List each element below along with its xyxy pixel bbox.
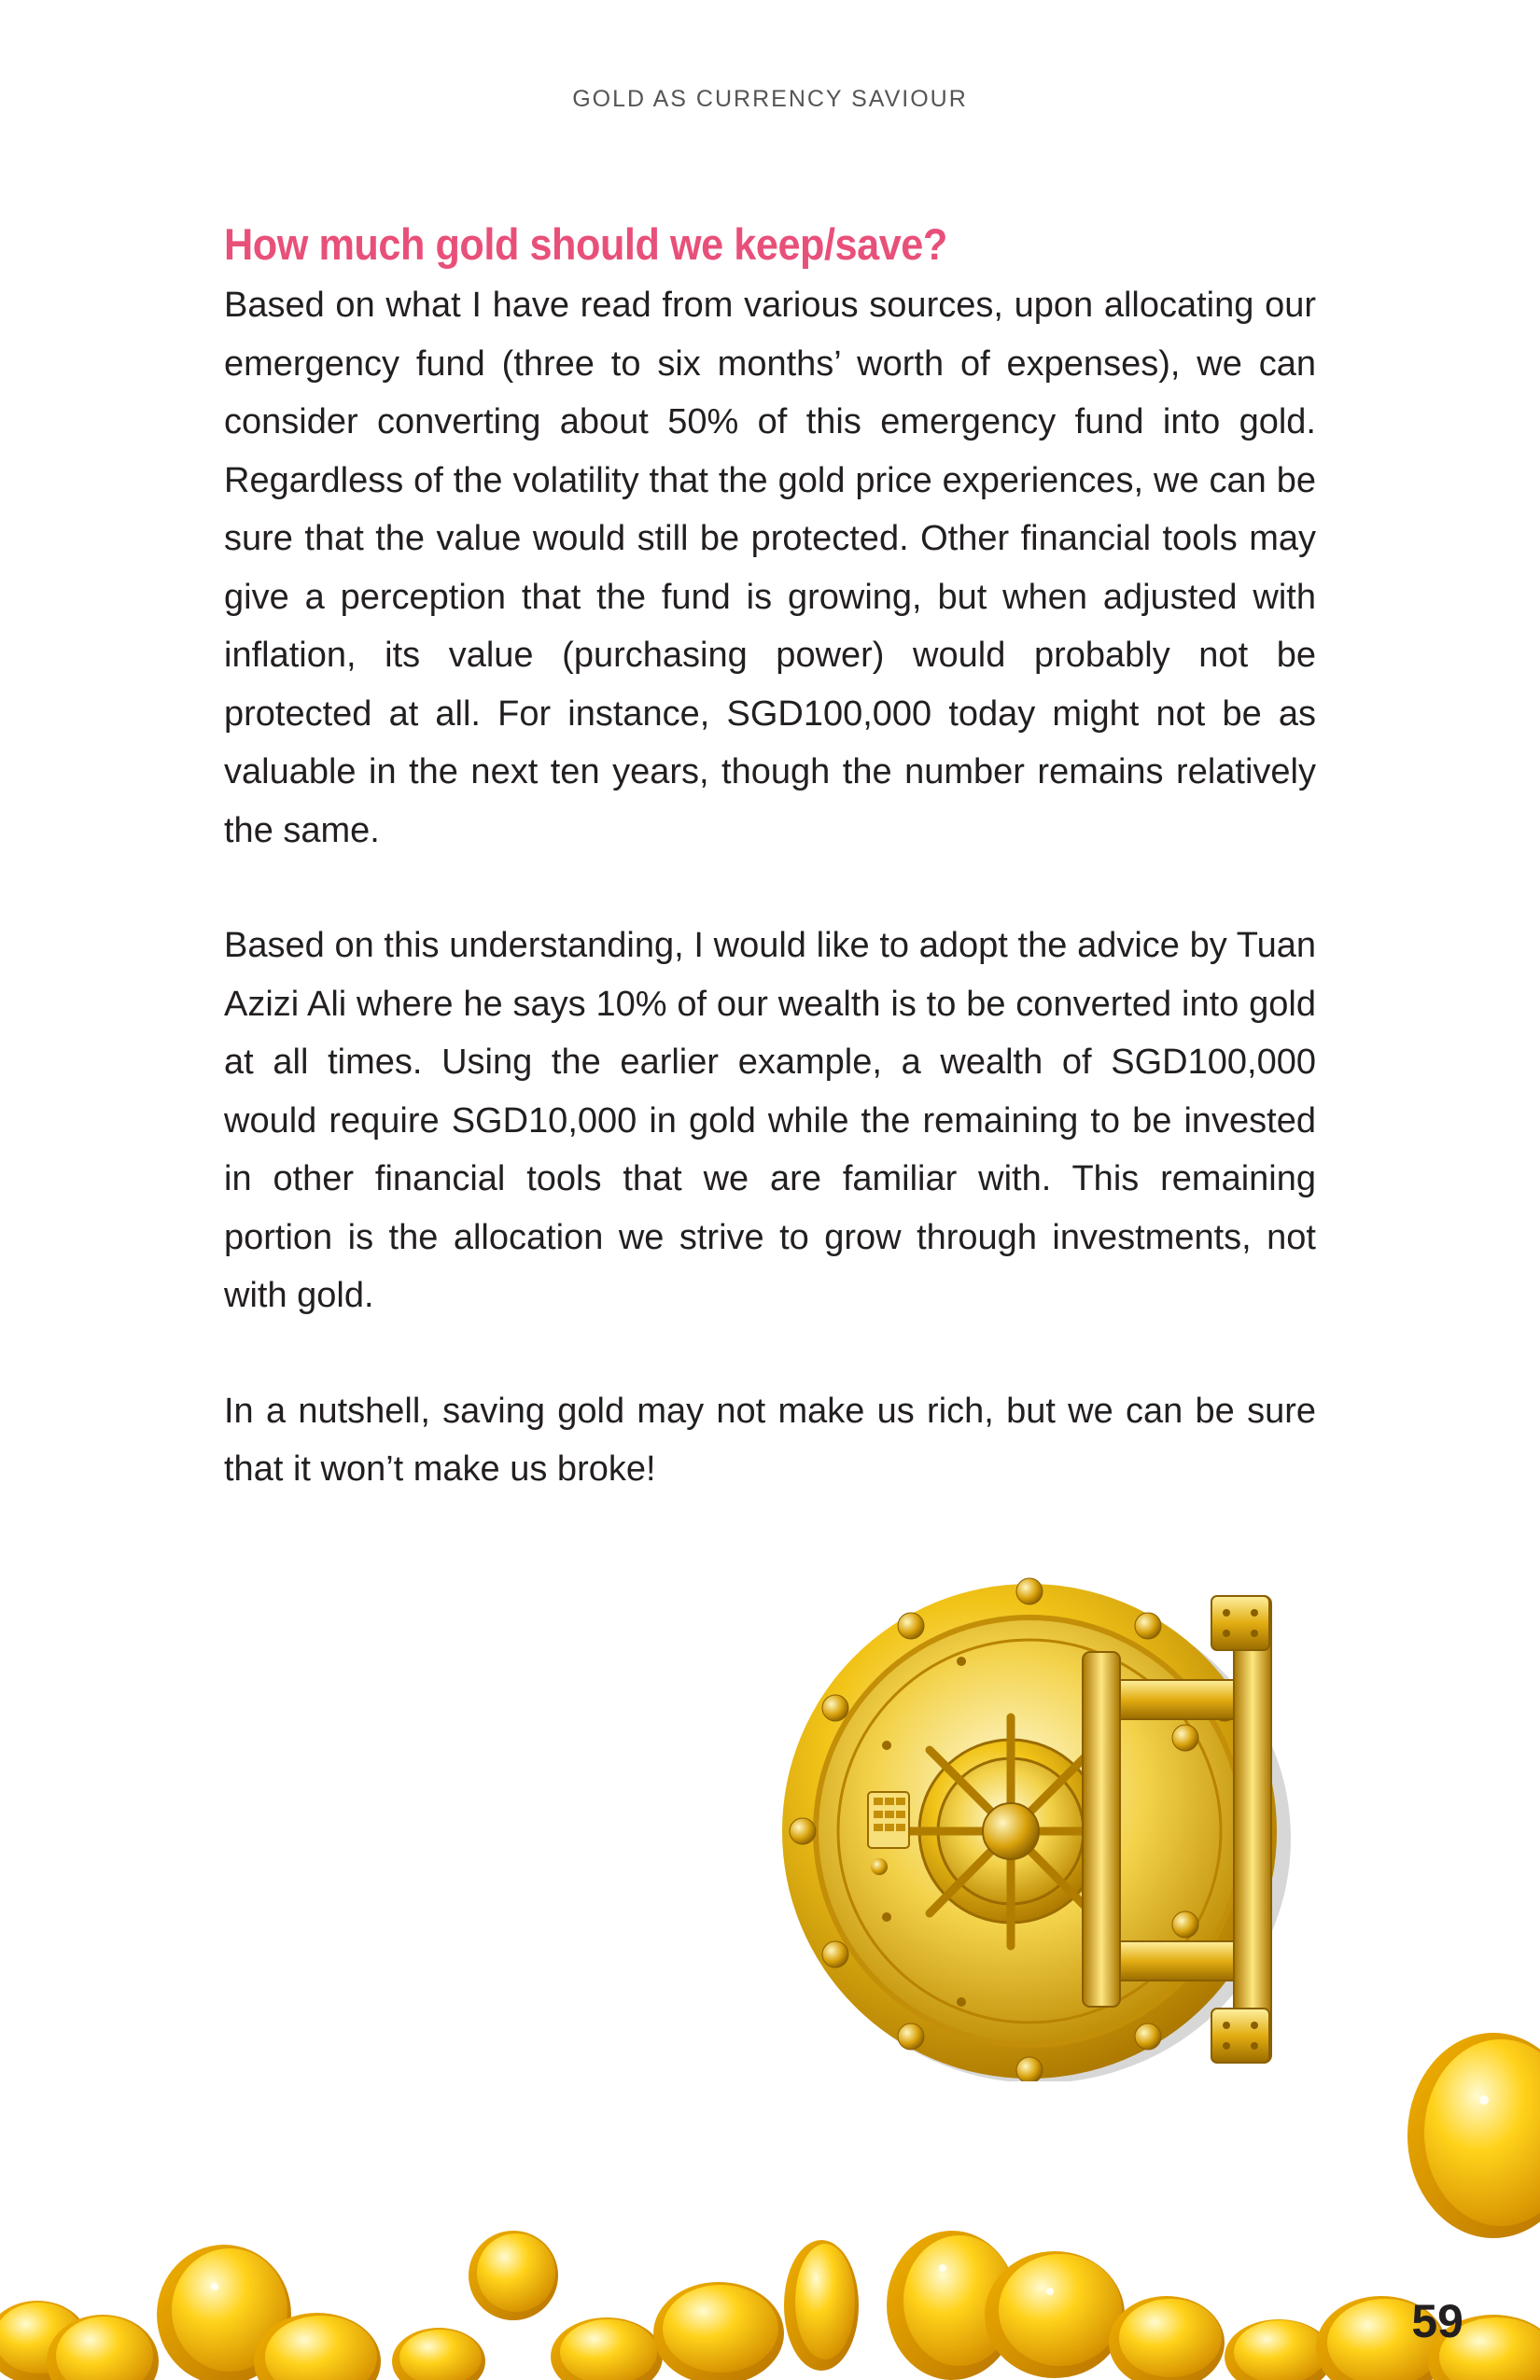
gold-coins-illustration: [0, 2025, 1540, 2380]
running-header: GOLD AS CURRENCY SAVIOUR: [572, 86, 968, 112]
section-heading: How much gold should we keep/save?: [224, 219, 947, 269]
body-paragraph-3: In a nutshell, saving gold may not make us rich, but we can be sure that it won’t make us broke!: [224, 1391, 1316, 1489]
page-number: 59: [1411, 2295, 1463, 2347]
content-area: [224, 213, 1316, 1556]
body-paragraph-1: Based on what I have read from various sources, upon allocating our emergency fund (three to six months’ worth of expenses), we can consider converting about 50% of this emergency fund into gold. Regardless of the volatility that the gold price experiences, we can be sure that the value would still be protected. Other financial tools may give a perception that the fund is growing, but when adjusted with inflation, its value (purchasing power) would probably not be protected at all. For instance, SGD100,000 today might not be as valuable in the next ten years, though the number remains relatively the same.: [224, 286, 1316, 850]
body-paragraph-2: Based on this understanding, I would like to adopt the advice by Tuan Azizi Ali where he says 10% of our wealth is to be converted into gold at all times. Using the earlier example, a wealth of SGD100,000 would require SGD10,000 in gold while the remaining to be invested in other financial tools that we are familiar with. This remaining portion is the allocation we strive to grow through investments, not with gold.: [224, 926, 1316, 1315]
vault-door-illustration: [775, 1559, 1325, 2081]
